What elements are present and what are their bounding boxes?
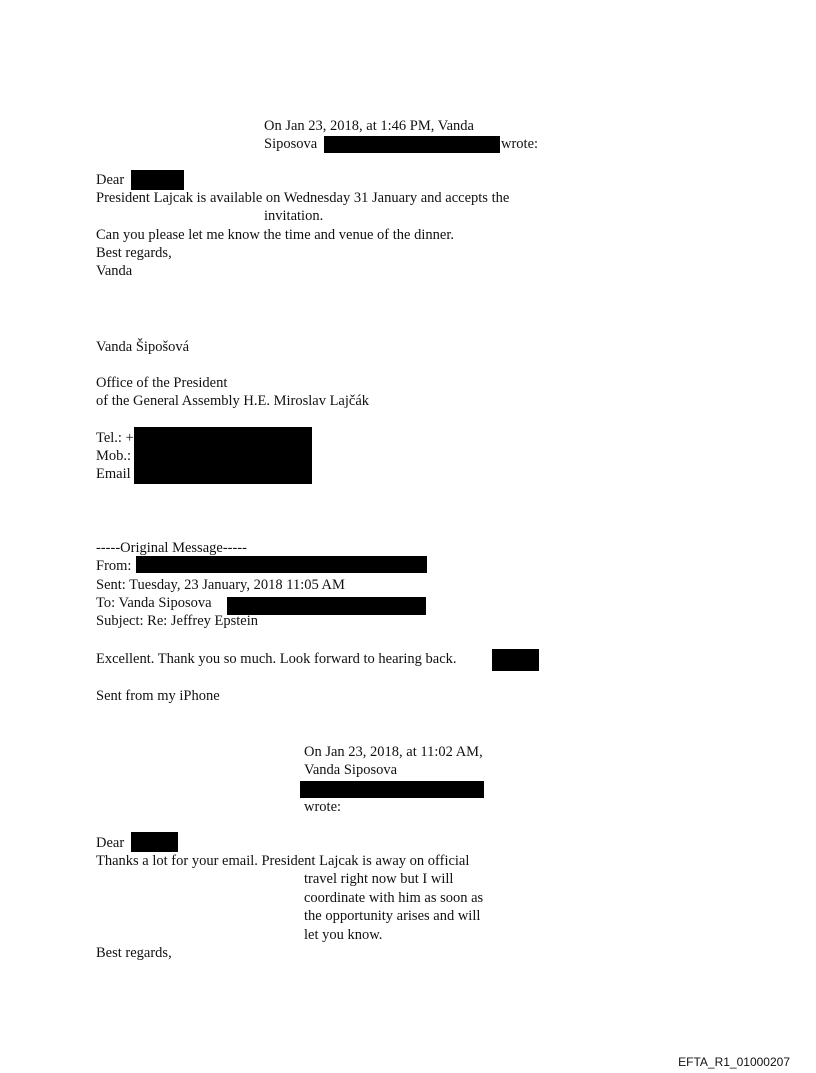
redaction-recipient-name [131, 170, 184, 190]
signature-office-line-2: of the General Assembly H.E. Miroslav Lajčák [96, 393, 370, 409]
quoted-header-name: Vanda Siposova [304, 762, 398, 778]
reply-line-2: Can you please let me know the time and venue of the dinner. [96, 227, 454, 243]
redaction-sender-email [324, 136, 500, 153]
header-line-1: On Jan 23, 2018, at 1:46 PM, Vanda [264, 118, 474, 134]
signature-email-label: Email [96, 466, 131, 482]
quoted-line-4: the opportunity arises and will [304, 908, 481, 924]
document-id: EFTA_R1_01000207 [678, 1055, 790, 1069]
signature-office-line-1: Office of the President [96, 375, 228, 391]
quoted-line-5: let you know. [304, 927, 383, 943]
original-body: Excellent. Thank you so much. Look forward to hearing back. [96, 651, 457, 667]
quoted-header-line-1: On Jan 23, 2018, at 11:02 AM, [304, 744, 483, 760]
quoted-closing: Best regards, [96, 945, 172, 961]
quoted-line-1: Thanks a lot for your email. President Lajcak is away on official [96, 853, 470, 869]
signature-mob-label: Mob.: [96, 448, 132, 464]
redaction-sender-signoff [492, 649, 539, 671]
original-sent-from: Sent from my iPhone [96, 688, 220, 704]
signature-tel-label: Tel.: + [96, 430, 134, 446]
reply-closing: Best regards, [96, 245, 172, 261]
header-sender-name: Siposova [264, 136, 318, 152]
original-subject: Subject: Re: Jeffrey Epstein [96, 613, 259, 629]
original-sent: Sent: Tuesday, 23 January, 2018 11:05 AM [96, 577, 345, 593]
quoted-line-2: travel right now but I will [304, 871, 454, 887]
reply-line-1: President Lajcak is available on Wednesday 31 January and accepts the [96, 190, 510, 206]
redaction-contact-details [134, 427, 312, 484]
reply-name: Vanda [96, 263, 133, 279]
redaction-from-address [136, 556, 427, 573]
original-message-divider: -----Original Message----- [96, 540, 247, 556]
reply-salutation: Dear [96, 172, 125, 188]
quoted-line-3: coordinate with him as soon as [304, 890, 484, 906]
redaction-quoted-recipient [131, 832, 178, 852]
signature-full-name: Vanda Šipošová [96, 339, 190, 355]
quoted-salutation: Dear [96, 835, 125, 851]
header-wrote: wrote: [501, 136, 539, 152]
reply-line-1-cont: invitation. [264, 208, 324, 224]
original-to-label: To: Vanda Siposova [96, 595, 212, 611]
quoted-header-wrote: wrote: [304, 799, 342, 815]
original-from-label: From: [96, 558, 132, 574]
redaction-quoted-email [300, 781, 484, 798]
